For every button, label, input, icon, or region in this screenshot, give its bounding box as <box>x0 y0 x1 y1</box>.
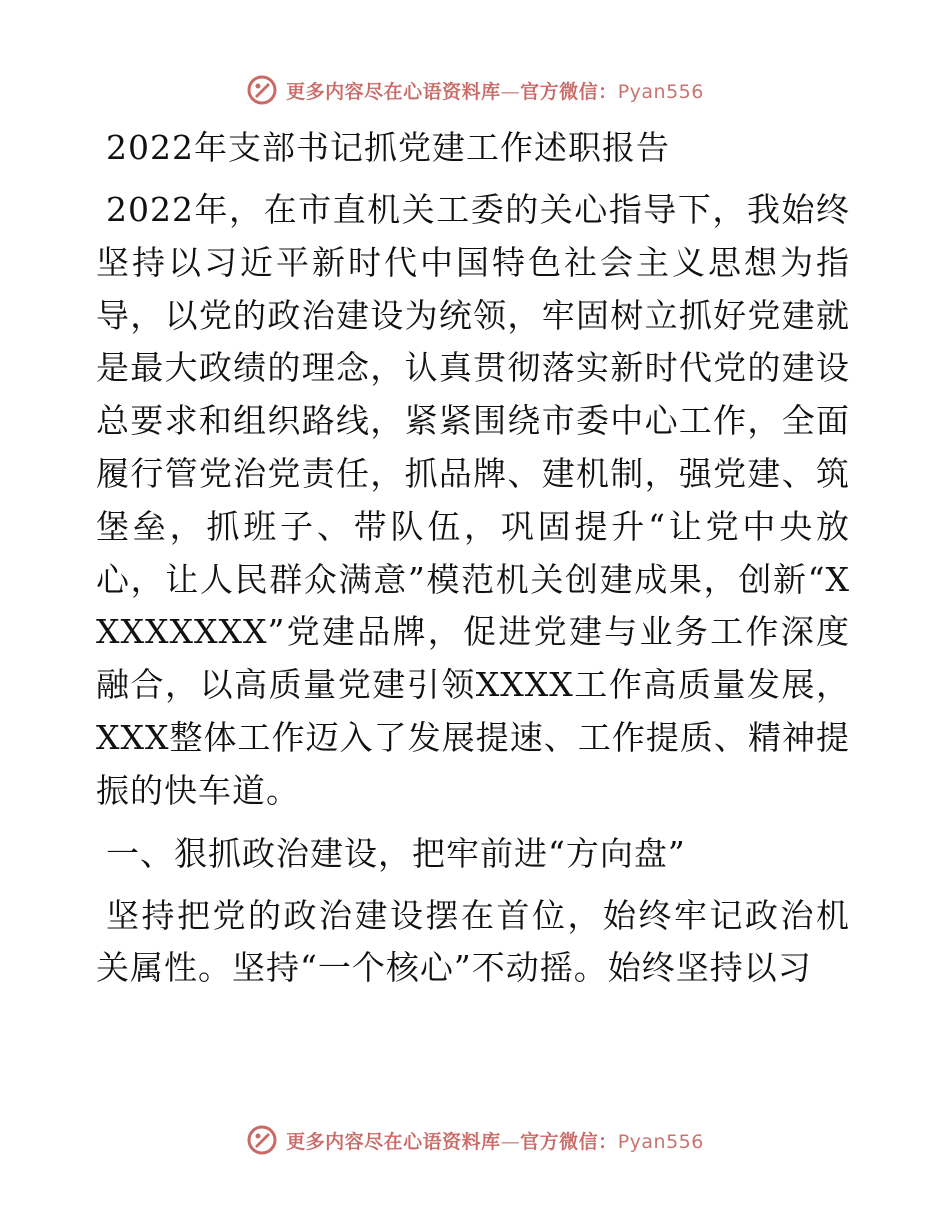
intro-paragraph: 2022年，在市直机关工委的关心指导下，我始终坚持以习近平新时代中国特色社会主义思想为指导，以党的政治建设为统领，牢固树立抓好党建就是最大政绩的理念，认真贯彻落实新时代党的建设总要求和组织路线，紧紧围绕市委中心工作，全面履行管党治党责任，抓品牌、建机制，强党建、筑堡垒，抓班子、带队伍，巩固提升“让党中央放心，让人民群众满意”模范机关创建成果，创新“XXXXXXXX”党建品牌，促进党建与业务工作深度融合，以高质量党建引领XXXX工作高质量发展，XXX整体工作迈入了发展提速、工作提质、精神提振的快车道。 <box>96 190 850 810</box>
watermark-text: 更多内容尽在心语资料库—官方微信：Pyan556 <box>286 80 704 103</box>
section-heading-1: 一、狠抓政治建设，把牢前进“方向盘” <box>106 833 686 873</box>
watermark-banner-top <box>0 72 950 108</box>
watermark-banner-bottom <box>0 1122 950 1158</box>
section-1-paragraph: 坚持把党的政治建设摆在首位，始终牢记政治机关属性。坚持“一个核心”不动摇。始终坚持以习 <box>96 895 850 988</box>
logo-seal-icon <box>246 74 278 106</box>
watermark-text: 更多内容尽在心语资料库—官方微信：Pyan556 <box>286 1130 704 1153</box>
logo-seal-icon <box>246 1124 278 1156</box>
document-title: 2022年支部书记抓党建工作述职报告 <box>106 128 670 167</box>
document-body <box>96 122 850 1005</box>
